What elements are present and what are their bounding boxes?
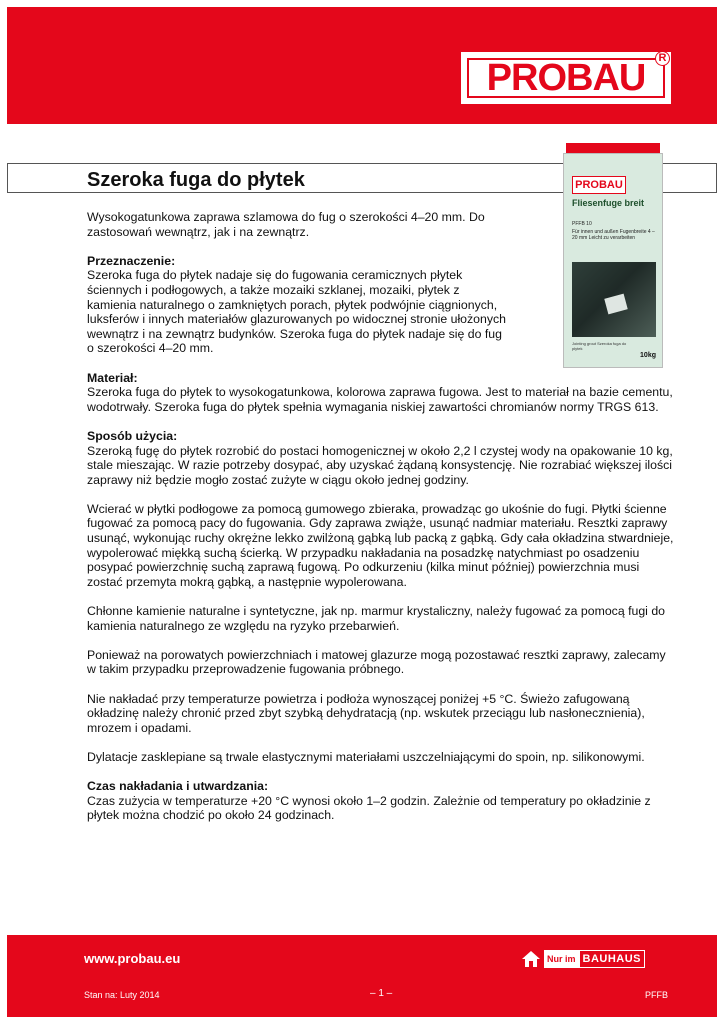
revision-date: Stan na: Luty 2014: [84, 990, 160, 1000]
bag-weight: 10kg: [640, 352, 656, 359]
bag-product-code: PFFB 10: [572, 221, 592, 227]
bag-logo: PROBAU: [572, 176, 626, 194]
partner-nur-label: Nur im: [544, 950, 579, 968]
probau-logo: PROBAU R: [461, 52, 671, 104]
purpose-text: Szeroka fuga do płytek nadaje się do fugowania ceramicznych płytek ściennych i podłogowych, a także mozaiki szklanej, mozaiki, płytek z kamienia naturalnego o zamkniętych porach, płytek podwójnie ciągnionych, luksferów i innych materiałów glazurowanych po widocznej stronie ułożonych wewnątrz i na zewnątrz budynków. Szeroka fuga do płytek nadaje się do fug o szerokości 4–20 mm.: [87, 268, 506, 356]
usage-heading: Sposób użycia:: [87, 428, 178, 443]
usage-paragraph-2: Wcierać w płytki podłogowe za pomocą gumowego zbieraka, prowadząc go ukośnie do fugi. Płytki ścienne fugować za pomocą pacy do fugowania. Gdy zaprawa zwiąże, usunąć nadmiar materiału. Resztki zaprawy usunąć, wykonując ruchy okrężne lekko zwilżoną gąbką lub packą z gąbką. Gdy cała okładzina stwardnieje, wypolerować miękką suchą ścierką. W przypadku nakładania na posadzkę natychmiast po osadzeniu posypać powierzchnię suchą zaprawą fugową. Po odkurzeniu (kilka minut później) powierzchnia musi zostać przemyta mokrą gąbką, a następnie wypolerowana.: [87, 501, 674, 589]
house-icon: [520, 948, 542, 970]
material-heading: Materiał:: [87, 370, 138, 385]
bag-subtitle: Für innen und außen Fugenbreite 4 – 20 mm Leicht zu verarbeiten: [572, 229, 655, 241]
document-body: [87, 210, 677, 823]
usage-paragraph-4: Ponieważ na porowatych powierzchniach i matowej glazurze mogą pozostawać resztki zaprawy, zalecamy w takim przypadku przeprowadzenie fugowania próbnego.: [87, 647, 666, 677]
usage-paragraph-6: Dylatacje zasklepiane są trwale elastycznymi materiałami uszczelniającymi do spoin, np. silikonowymi.: [87, 749, 645, 764]
bag-product-name: Fliesenfuge breit: [572, 198, 645, 208]
curing-text: Czas zużycia w temperaturze +20 °C wynosi około 1–2 godzin. Zależnie od temperatury po okładzinie z płytek można chodzić po około 24 godzinach.: [87, 793, 651, 823]
usage-paragraph-5: Nie nakładać przy temperaturze powietrza i podłoża wynoszącej poniżej +5 °C. Świeżo zafugowaną okładzinę należy chronić przed zbyt szybką dehydratacją (np. wskutek przeciągu lub nasłonecznienia), mrozem i opadami.: [87, 691, 645, 735]
document-code: PFFB: [645, 990, 669, 1000]
curing-heading: Czas nakładania i utwardzania:: [87, 779, 269, 794]
registered-mark: R: [655, 51, 670, 66]
website-link[interactable]: www.probau.eu: [84, 951, 181, 966]
material-text: Szeroka fuga do płytek to wysokogatunkowa, kolorowa zaprawa fugowa. Jest to materiał na bazie cementu, wodotrwały. Szeroka fuga do płytek spełnia wymagania niskiej zawartości chromianów normy TRGS 613.: [87, 385, 673, 414]
intro-paragraph: Wysokogatunkowa zaprawa szlamowa do fug o szerokości 4–20 mm. Do zastosowań wewnątrz, jak i na zewnątrz.: [87, 210, 485, 239]
bag-footer-text: Jointing grout Szeroka fuga do płytek: [572, 341, 627, 351]
page-number: – 1 –: [370, 988, 393, 999]
bauhaus-badge: [520, 948, 645, 970]
usage-paragraph-1: Szeroką fugę do płytek rozrobić do postaci homogenicznej w około 2,2 l czystej wody na opakowanie 10 kg, stale mieszając. W razie potrzeby dosypać, aby uzyskać żądaną konsystencję. Nie rozrabiać większej ilości zaprawy niż będzie mogło zostać zużyte w ciągu około jednej godziny.: [87, 443, 673, 487]
page-title: Szeroka fuga do płytek: [87, 169, 305, 191]
usage-paragraph-3: Chłonne kamienie naturalne i syntetyczne, jak np. marmur krystaliczny, należy fugować za pomocą fugi do kamienia naturalnego ze względu na ryzyko przebarwień.: [87, 604, 666, 633]
partner-brand-label: BAUHAUS: [579, 950, 646, 968]
purpose-heading: Przeznaczenie:: [87, 253, 176, 268]
